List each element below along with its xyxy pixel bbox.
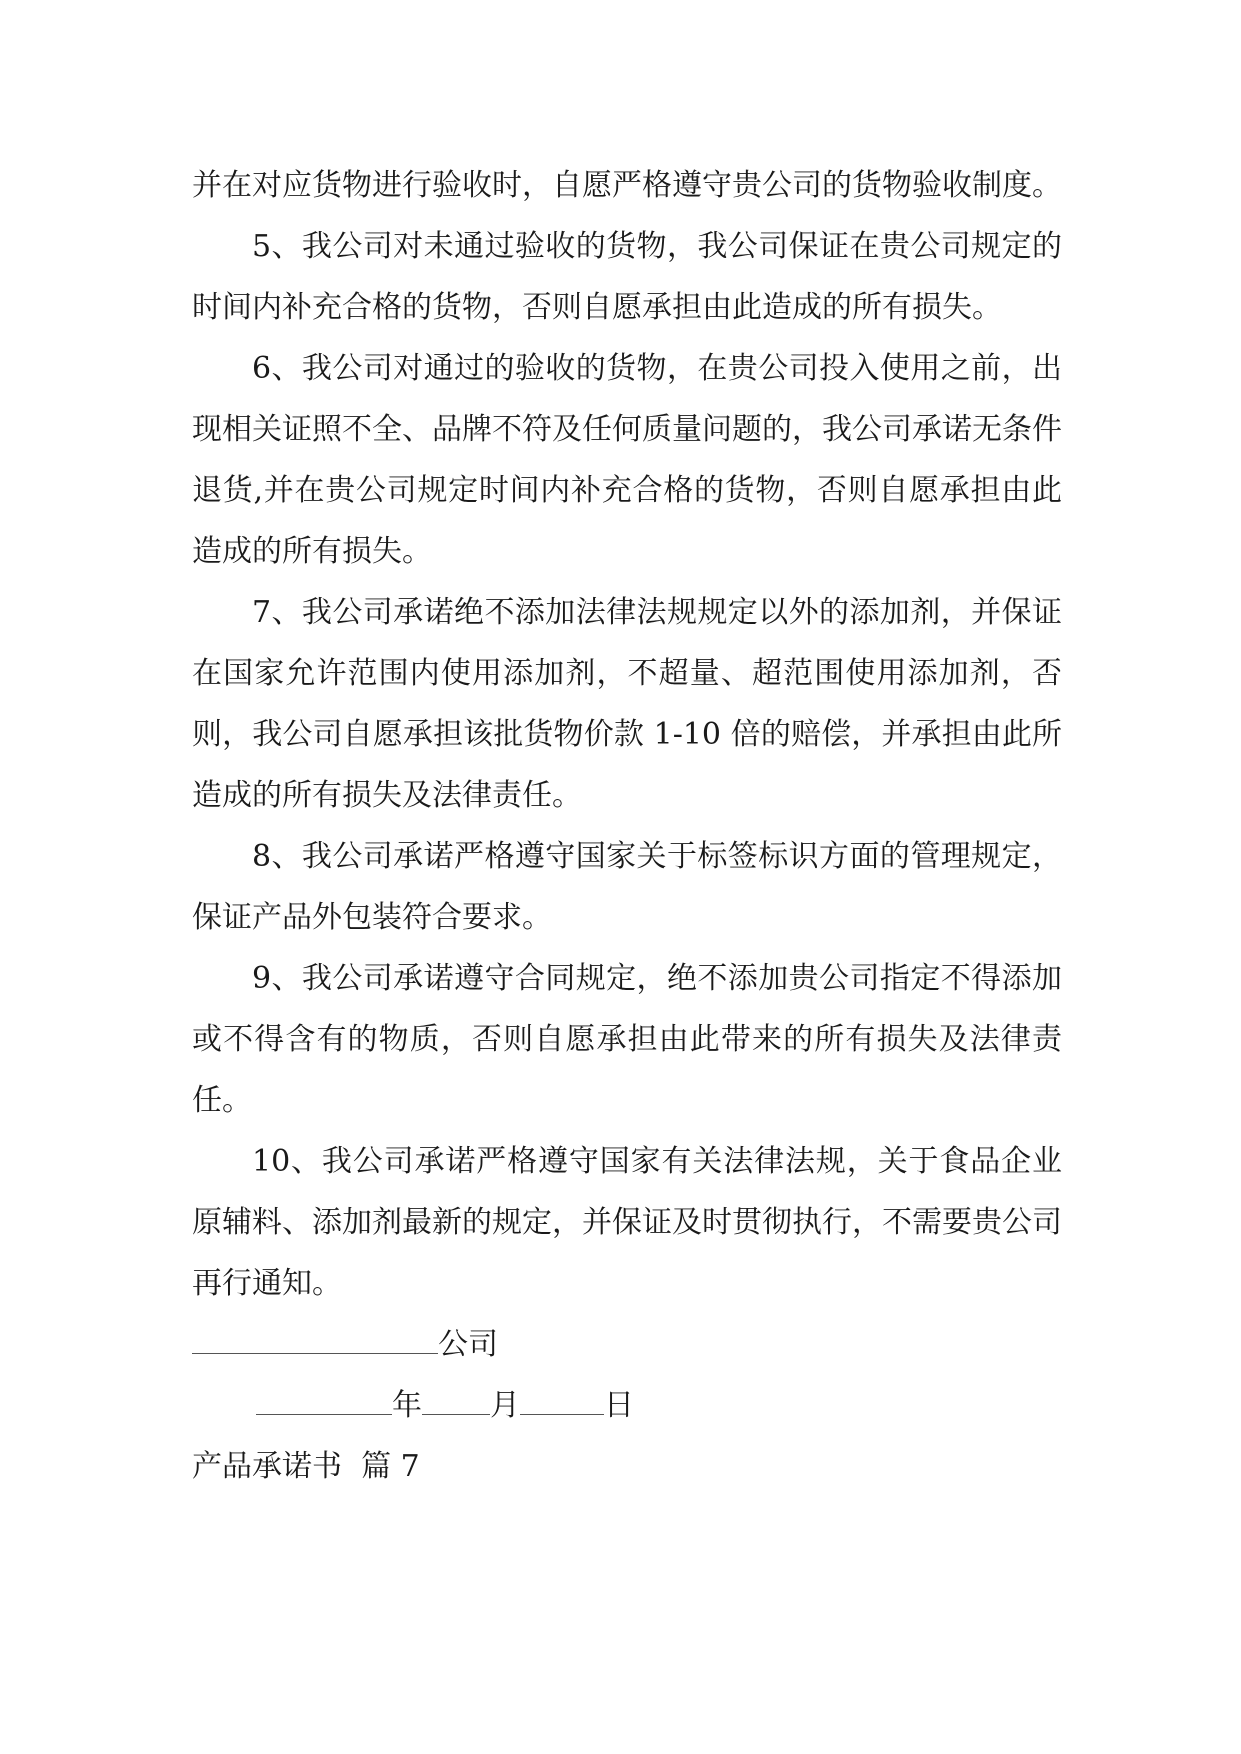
signature-date-line: [192, 1375, 1062, 1436]
day-label: 日: [604, 1388, 634, 1423]
year-blank: [256, 1384, 392, 1415]
next-section-title: 产品承诺书 篇 7: [192, 1449, 420, 1484]
day-blank: [520, 1384, 604, 1415]
company-name-blank: [192, 1323, 438, 1354]
company-suffix: 公司: [438, 1327, 498, 1362]
month-label: 月: [490, 1388, 520, 1423]
document-page: [192, 155, 1062, 1497]
paragraph-item-7: 7、我公司承诺绝不添加法律法规规定以外的添加剂，并保证在国家允许范围内使用添加剂，不超量、超范围使用添加剂，否则，我公司自愿承担该批货物价款 1-10 倍的赔偿，并承担由此所造成的所有损失及法律责任。: [192, 595, 1062, 813]
paragraph-item-5: 5、我公司对未通过验收的货物，我公司保证在贵公司规定的时间内补充合格的货物，否则自愿承担由此造成的所有损失。: [192, 229, 1062, 325]
signature-company-line: [192, 1314, 1062, 1375]
paragraph-item-10: 10、我公司承诺严格遵守国家有关法律法规，关于食品企业原辅料、添加剂最新的规定，并保证及时贯彻执行，不需要贵公司再行通知。: [192, 1144, 1062, 1301]
paragraph-item-6: 6、我公司对通过的验收的货物，在贵公司投入使用之前，出现相关证照不全、品牌不符及任何质量问题的，我公司承诺无条件退货,并在贵公司规定时间内补充合格的货物，否则自愿承担由此造成的所有损失。: [192, 351, 1062, 569]
year-label: 年: [392, 1388, 422, 1423]
month-blank: [422, 1384, 490, 1415]
paragraph-item-8: 8、我公司承诺严格遵守国家关于标签标识方面的管理规定，保证产品外包装符合要求。: [192, 839, 1062, 935]
paragraph-item-9: 9、我公司承诺遵守合同规定，绝不添加贵公司指定不得添加或不得含有的物质，否则自愿承担由此带来的所有损失及法律责任。: [192, 961, 1062, 1118]
paragraph-continuation: 并在对应货物进行验收时，自愿严格遵守贵公司的货物验收制度。: [192, 168, 1062, 203]
